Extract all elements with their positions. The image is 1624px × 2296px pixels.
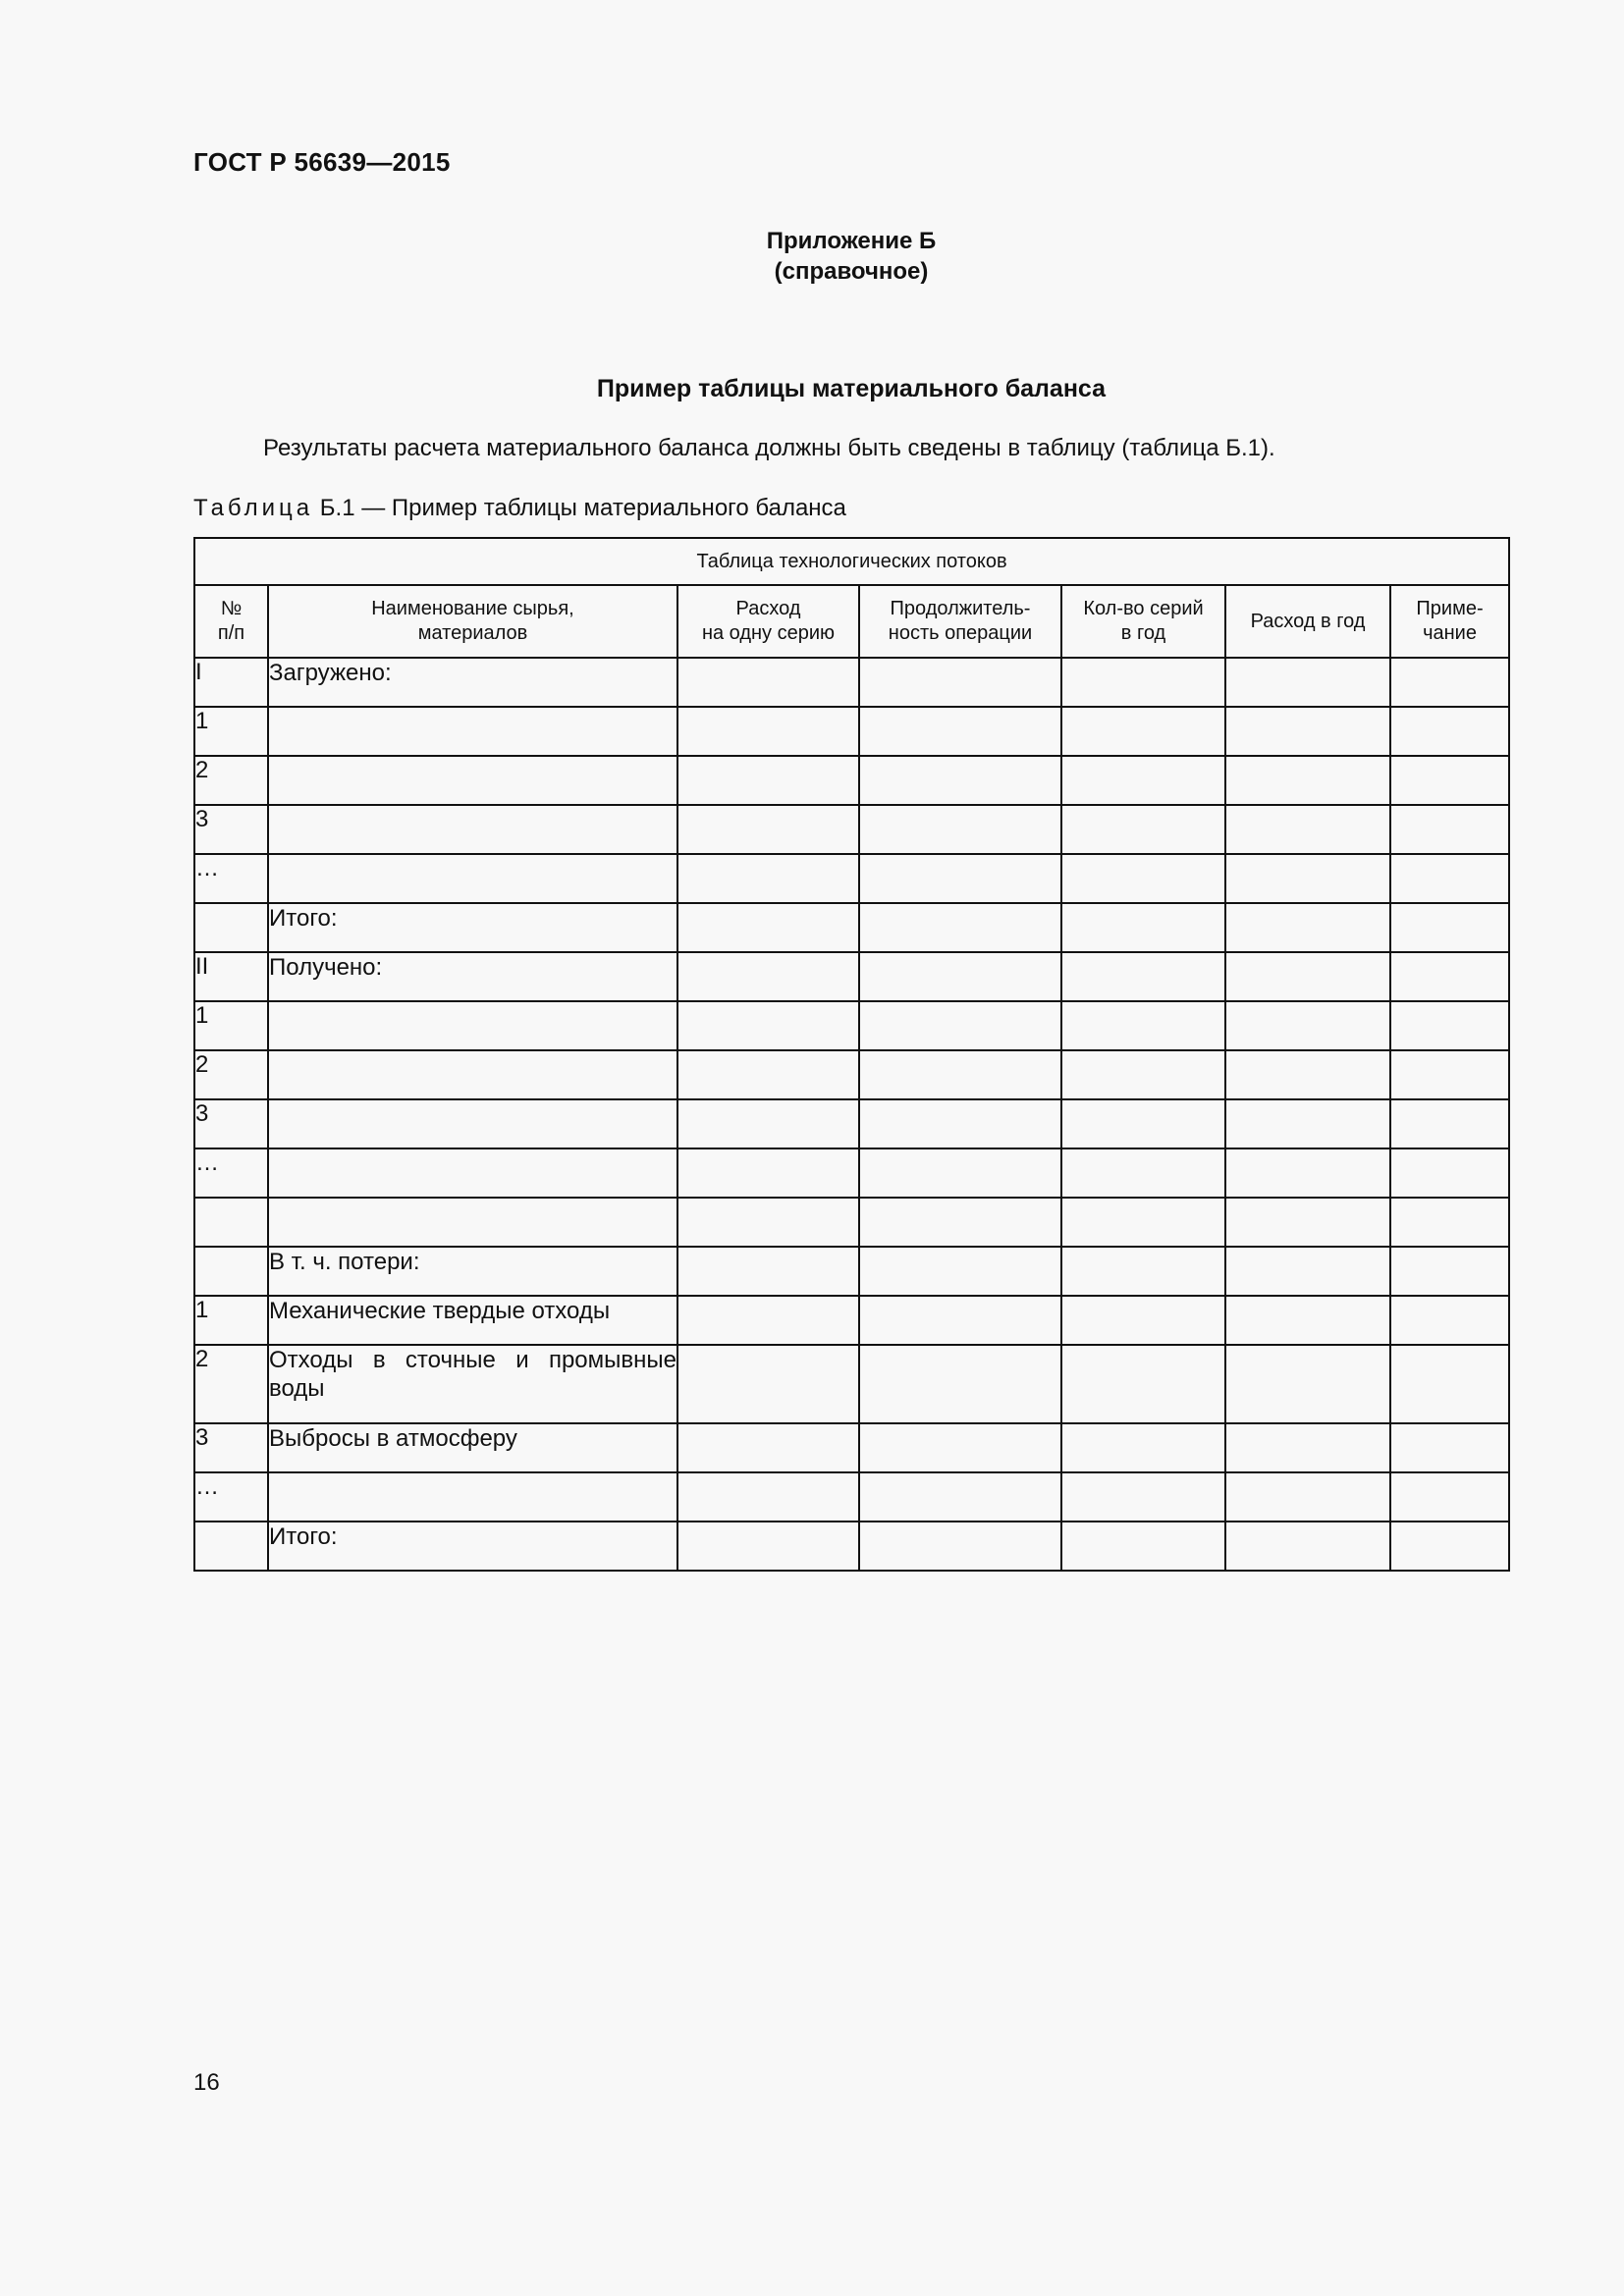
- cell-empty: [1225, 1423, 1390, 1472]
- cell-name: [268, 1198, 677, 1247]
- column-header-consumption-per-batch: Расход на одну серию: [677, 585, 859, 658]
- table-row: [194, 707, 1509, 756]
- table-group-header: Таблица технологических потоков: [194, 538, 1509, 585]
- column-header-number: № п/п: [194, 585, 268, 658]
- cell-name: Получено:: [268, 952, 677, 1001]
- cell-empty: [1061, 1522, 1225, 1571]
- cell-empty: [1061, 658, 1225, 707]
- cell-empty: [1390, 1099, 1509, 1148]
- cell-number: [194, 1522, 268, 1571]
- cell-empty: [1390, 1247, 1509, 1296]
- cell-empty: [1225, 1345, 1390, 1423]
- cell-empty: [859, 658, 1061, 707]
- column-header-annual-consumption: Расход в год: [1225, 585, 1390, 658]
- cell-number: …: [194, 1148, 268, 1198]
- cell-number: [194, 1247, 268, 1296]
- table-row: [194, 1423, 1509, 1472]
- cell-empty: [1061, 1472, 1225, 1522]
- cell-empty: [1225, 1472, 1390, 1522]
- cell-empty: [677, 1050, 859, 1099]
- cell-empty: [677, 1296, 859, 1345]
- cell-empty: [1390, 707, 1509, 756]
- cell-empty: [1061, 903, 1225, 952]
- cell-name: [268, 854, 677, 903]
- table-row: [194, 1472, 1509, 1522]
- standard-code: ГОСТ Р 56639—2015: [193, 147, 451, 177]
- cell-empty: [1390, 1423, 1509, 1472]
- cell-empty: [1390, 1472, 1509, 1522]
- cell-empty: [1390, 1001, 1509, 1050]
- cell-empty: [677, 1148, 859, 1198]
- cell-empty: [859, 1472, 1061, 1522]
- cell-name: [268, 707, 677, 756]
- cell-number: 2: [194, 1345, 268, 1423]
- cell-name: Выбросы в атмосферу: [268, 1423, 677, 1472]
- cell-empty: [859, 1198, 1061, 1247]
- cell-empty: [677, 1247, 859, 1296]
- cell-empty: [1061, 707, 1225, 756]
- cell-empty: [677, 805, 859, 854]
- cell-empty: [677, 1099, 859, 1148]
- section-title: Пример таблицы материального баланса: [596, 375, 1107, 402]
- page-number: 16: [193, 2069, 220, 2096]
- cell-empty: [677, 707, 859, 756]
- cell-name: В т. ч. потери:: [268, 1247, 677, 1296]
- cell-empty: [859, 952, 1061, 1001]
- cell-empty: [677, 1001, 859, 1050]
- cell-empty: [1390, 1148, 1509, 1198]
- cell-empty: [1390, 952, 1509, 1001]
- material-balance-table: [193, 537, 1510, 1572]
- cell-empty: [1061, 1247, 1225, 1296]
- cell-number: I: [194, 658, 268, 707]
- column-header-operation-duration: Продолжитель- ность операции: [859, 585, 1061, 658]
- table-caption: [193, 495, 846, 522]
- cell-name: Итого:: [268, 903, 677, 952]
- cell-number: [194, 903, 268, 952]
- cell-empty: [677, 854, 859, 903]
- appendix-heading: [0, 226, 1624, 287]
- cell-empty: [1061, 1148, 1225, 1198]
- table-row: [194, 1099, 1509, 1148]
- cell-empty: [1390, 1522, 1509, 1571]
- cell-empty: [1225, 756, 1390, 805]
- cell-empty: [677, 1423, 859, 1472]
- cell-number: …: [194, 1472, 268, 1522]
- table-row: [194, 1198, 1509, 1247]
- cell-empty: [1061, 1050, 1225, 1099]
- cell-empty: [1390, 1198, 1509, 1247]
- cell-number: II: [194, 952, 268, 1001]
- table-row: [194, 1296, 1509, 1345]
- cell-empty: [677, 756, 859, 805]
- table-row: [194, 756, 1509, 805]
- cell-name: Итого:: [268, 1522, 677, 1571]
- cell-name: [268, 1050, 677, 1099]
- table-caption-prefix: Таблица: [193, 495, 314, 521]
- cell-number: 1: [194, 1296, 268, 1345]
- cell-empty: [859, 1148, 1061, 1198]
- cell-name: [268, 1099, 677, 1148]
- cell-empty: [859, 903, 1061, 952]
- cell-empty: [677, 952, 859, 1001]
- cell-number: 3: [194, 1099, 268, 1148]
- cell-name: Отходы в сточные и промывные воды: [268, 1345, 677, 1423]
- table-row: [194, 1522, 1509, 1571]
- cell-empty: [1225, 1247, 1390, 1296]
- cell-empty: [1225, 1522, 1390, 1571]
- cell-empty: [1225, 854, 1390, 903]
- cell-number: 3: [194, 1423, 268, 1472]
- cell-number: …: [194, 854, 268, 903]
- cell-number: 1: [194, 707, 268, 756]
- cell-empty: [1061, 1198, 1225, 1247]
- cell-empty: [1225, 1148, 1390, 1198]
- cell-empty: [859, 1522, 1061, 1571]
- cell-empty: [1061, 805, 1225, 854]
- table-row: [194, 854, 1509, 903]
- table-row: [194, 1001, 1509, 1050]
- cell-empty: [859, 805, 1061, 854]
- cell-number: 3: [194, 805, 268, 854]
- table-row: [194, 805, 1509, 854]
- cell-empty: [1390, 854, 1509, 903]
- cell-empty: [859, 707, 1061, 756]
- cell-empty: [1390, 805, 1509, 854]
- cell-empty: [1061, 854, 1225, 903]
- cell-empty: [1225, 805, 1390, 854]
- table-row: [194, 952, 1509, 1001]
- cell-name: [268, 1148, 677, 1198]
- cell-empty: [677, 903, 859, 952]
- cell-empty: [1061, 1099, 1225, 1148]
- cell-name: [268, 1001, 677, 1050]
- column-header-note: Приме- чание: [1390, 585, 1509, 658]
- cell-number: 2: [194, 756, 268, 805]
- table-row: [194, 1148, 1509, 1198]
- cell-empty: [1225, 658, 1390, 707]
- table-row: [194, 1050, 1509, 1099]
- cell-number: [194, 1198, 268, 1247]
- cell-empty: [1390, 1050, 1509, 1099]
- cell-number: 2: [194, 1050, 268, 1099]
- cell-empty: [1390, 1296, 1509, 1345]
- cell-empty: [1061, 1345, 1225, 1423]
- cell-empty: [1061, 952, 1225, 1001]
- cell-empty: [859, 1099, 1061, 1148]
- cell-name: [268, 1472, 677, 1522]
- cell-empty: [1225, 1001, 1390, 1050]
- appendix-label: Приложение Б: [766, 228, 937, 254]
- appendix-kind: (справочное): [774, 258, 929, 285]
- cell-empty: [859, 1050, 1061, 1099]
- intro-paragraph: Результаты расчета материального баланса должны быть сведены в таблицу (таблица Б.1).: [263, 435, 1275, 461]
- cell-empty: [1061, 1296, 1225, 1345]
- cell-empty: [859, 1423, 1061, 1472]
- cell-empty: [1225, 1296, 1390, 1345]
- table-row: [194, 1345, 1509, 1423]
- cell-number: 1: [194, 1001, 268, 1050]
- cell-empty: [1225, 1050, 1390, 1099]
- cell-empty: [859, 756, 1061, 805]
- table-body: [194, 658, 1509, 1571]
- cell-empty: [1225, 707, 1390, 756]
- cell-empty: [859, 1296, 1061, 1345]
- cell-empty: [1390, 903, 1509, 952]
- cell-empty: [677, 1522, 859, 1571]
- cell-empty: [677, 658, 859, 707]
- table-caption-text: Б.1 — Пример таблицы материального баланса: [313, 495, 846, 521]
- cell-empty: [1390, 1345, 1509, 1423]
- cell-empty: [1061, 1423, 1225, 1472]
- cell-empty: [677, 1198, 859, 1247]
- table-row: [194, 1247, 1509, 1296]
- cell-empty: [1225, 1198, 1390, 1247]
- cell-name: Механические твердые отходы: [268, 1296, 677, 1345]
- cell-empty: [1061, 1001, 1225, 1050]
- column-header-batches-per-year: Кол-во серий в год: [1061, 585, 1225, 658]
- cell-empty: [1390, 658, 1509, 707]
- cell-empty: [1225, 1099, 1390, 1148]
- cell-name: Загружено:: [268, 658, 677, 707]
- cell-empty: [1061, 756, 1225, 805]
- cell-empty: [859, 1345, 1061, 1423]
- cell-empty: [677, 1345, 859, 1423]
- table-row: [194, 903, 1509, 952]
- cell-empty: [859, 1247, 1061, 1296]
- cell-empty: [859, 1001, 1061, 1050]
- cell-empty: [677, 1472, 859, 1522]
- cell-empty: [1225, 952, 1390, 1001]
- table-row: [194, 658, 1509, 707]
- cell-empty: [1225, 903, 1390, 952]
- column-header-material-name: Наименование сырья, материалов: [268, 585, 677, 658]
- cell-name: [268, 805, 677, 854]
- cell-name: [268, 756, 677, 805]
- cell-empty: [859, 854, 1061, 903]
- cell-empty: [1390, 756, 1509, 805]
